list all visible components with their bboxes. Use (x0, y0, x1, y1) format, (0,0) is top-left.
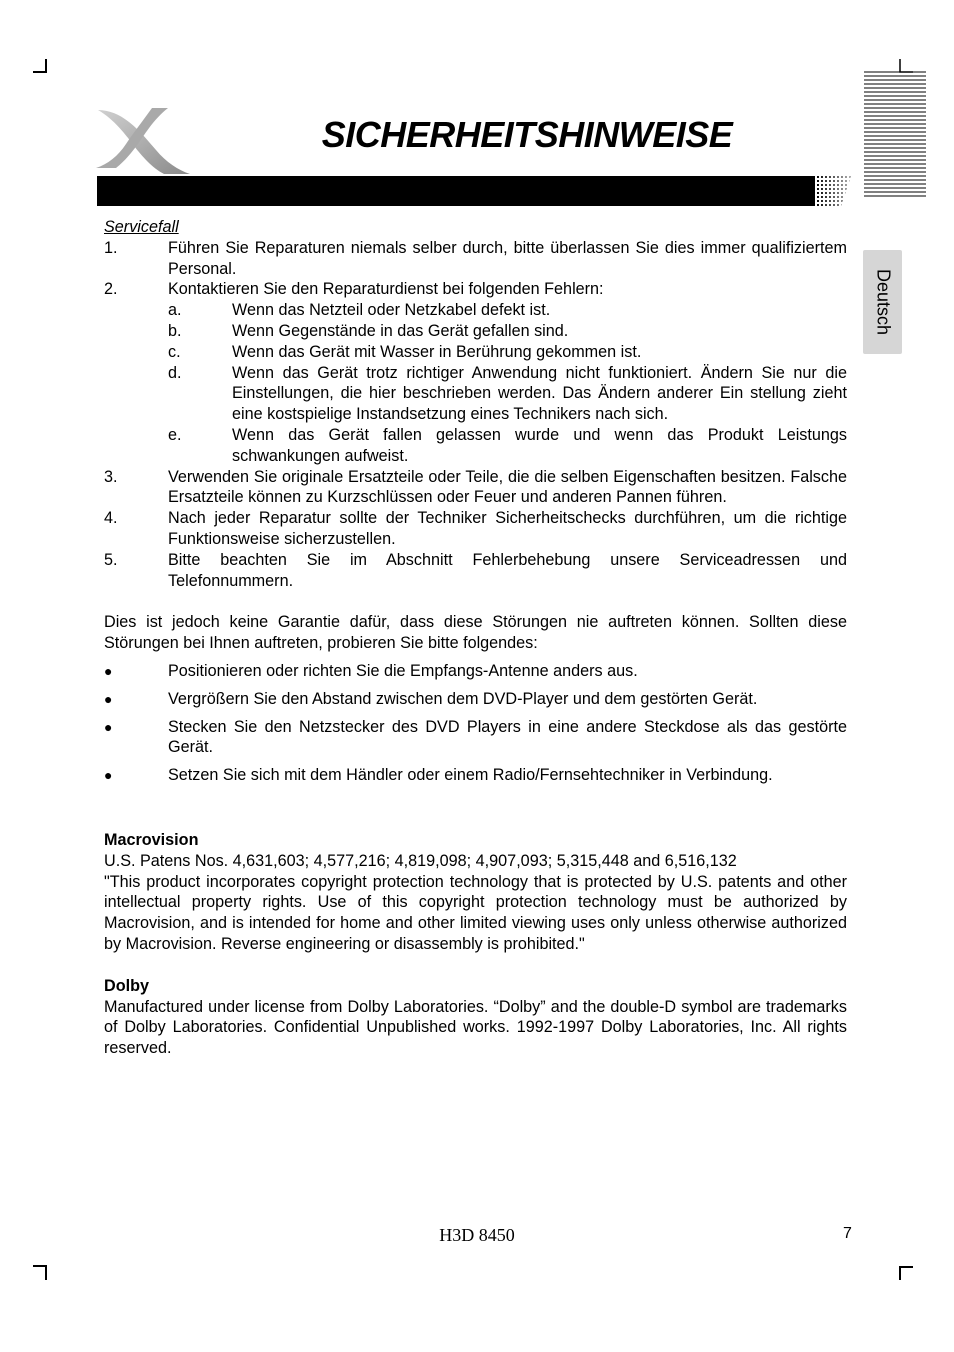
bullet-icon: ● (104, 767, 113, 784)
list-item: 5. Bitte beachten Sie im Abschnitt Fehlerbehebung unsere Serviceadressen und Telefonnummern. (104, 550, 847, 590)
page-title: SICHERHEITSHINWEISE (321, 114, 733, 155)
stripe-decoration (864, 70, 926, 200)
language-tab[interactable] (863, 250, 902, 354)
bullet-item: ● Vergrößern Sie den Abstand zwischen dem DVD-Player und dem gestörten Gerät. (104, 689, 758, 708)
footer-model: H3D 8450 (439, 1225, 515, 1245)
main-content (104, 217, 847, 1059)
crop-mark-bottom-left (32, 1265, 48, 1281)
bullet-item: ● Setzen Sie sich mit dem Händler oder einem Radio/Fernsehtechniker in Verbindung. (104, 766, 773, 785)
dolby-heading: Dolby (104, 976, 149, 995)
bullet-icon: ● (104, 662, 113, 679)
interference-intro: Dies ist jedoch keine Garantie dafür, dass diese Störungen nie auftreten können. Sollten diese Störungen bei Ihnen auftreten, probieren Sie bitte folgendes: (104, 613, 847, 653)
sub-list-item: b. Wenn Gegenstände in das Gerät gefallen sind. (168, 321, 569, 340)
page-number: 7 (843, 1225, 852, 1242)
crop-mark-top-left (32, 58, 48, 74)
service-heading: Servicefall (104, 218, 179, 236)
sub-list-item: e. Wenn das Gerät fallen gelassen wurde und wenn das Produkt Leistungs schwankungen aufweist. (168, 425, 847, 465)
macrovision-text: "This product incorporates copyright protection technology that is protected by U.S. patents and other intellectual property rights. Use of this copyright protection technology must be authorized by Macrovision, and is intended for home and other limited viewing uses only unless otherwise authorized by Macrovision. Reverse engineering or disassembly is prohibited." (104, 872, 847, 953)
macrovision-heading: Macrovision (104, 830, 199, 849)
macrovision-patents: U.S. Patens Nos. 4,631,603; 4,577,216; 4,819,098; 4,907,093; 5,315,448 and 6,516,132 (104, 851, 737, 870)
bullet-icon: ● (104, 690, 113, 707)
dolby-text: Manufactured under license from Dolby Laboratories. “Dolby” and the double-D symbol are trademarks of Dolby Laboratories. Confidential Unpublished works. 1992-1997 Dolby Laboratories, Inc. All rights reserved. (104, 997, 847, 1058)
list-item: 4. Nach jeder Reparatur sollte der Techniker Sicherheitschecks durchführen, um die richtige Funktionsweise sicherzustellen. (104, 509, 847, 548)
header-bar (97, 176, 851, 206)
list-item: 2. Kontaktieren Sie den Reparaturdienst bei folgenden Fehlern: (104, 280, 604, 299)
bullet-item: ● Positionieren oder richten Sie die Empfangs-Antenne anders aus. (104, 661, 638, 680)
crop-mark-bottom-right (898, 1265, 914, 1281)
list-item: 1. Führen Sie Reparaturen niemals selber durch, bitte überlassen Sie dies immer qualifiziertem Personal. (104, 238, 847, 278)
bullet-item: ● Stecken Sie den Netzstecker des DVD Players in eine andere Steckdose als das gestörte Gerät. (104, 717, 847, 757)
sub-list-item: c. Wenn das Gerät mit Wasser in Berührung gekommen ist. (168, 342, 642, 361)
sub-list-item: a. Wenn das Netzteil oder Netzkabel defekt ist. (168, 301, 551, 320)
sub-list-item: d. Wenn das Gerät trotz richtiger Anwendung nicht funktioniert. Ändern Sie nur die Einstellungen, die hier beschrieben werden. Das Ändern anderer Ein stellung zieht eine kostspielige Instandsetzung eines Technikers nach sich. (168, 363, 847, 424)
list-item: 3. Verwenden Sie originale Ersatzteile oder Teile, die die selben Eigenschaften besitzen. Falsche Ersatzteile können zu Kurzschlüssen oder Feuer und anderen Pannen führen. (104, 467, 847, 507)
language-tab-label: Deutsch (873, 268, 893, 336)
bullet-icon: ● (104, 718, 113, 735)
